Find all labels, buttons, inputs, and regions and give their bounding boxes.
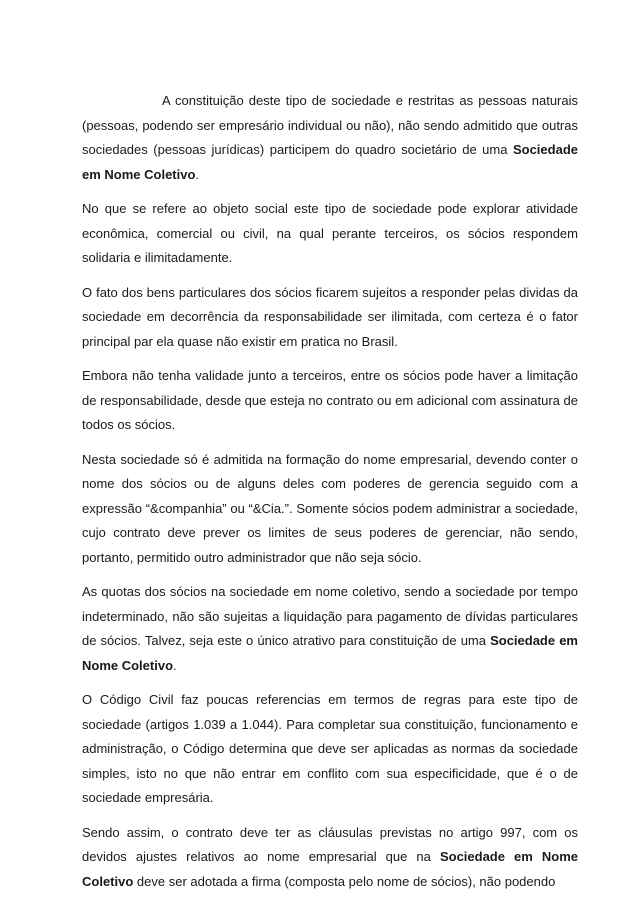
bold-term: Sociedade em Nome Coletivo (82, 633, 578, 673)
document-body (82, 89, 578, 904)
paragraph (82, 688, 578, 811)
paragraph (82, 89, 578, 187)
paragraph-text: No que se refere ao objeto social este tipo de sociedade pode explorar atividade econômica, comercial ou civil, na qual perante terceiros, os sócios respondem solidaria e ilimitadamente. (82, 201, 578, 265)
bold-term: Sociedade em Nome Coletivo (82, 142, 578, 182)
paragraph-text: As quotas dos sócios na sociedade em nome coletivo, sendo a sociedade por tempo indeterminado, não são sujeitas a liquidação para pagamento de dívidas particulares de sócios. Talvez, seja este o único atrativo para constituição de uma (82, 584, 578, 648)
paragraph-text: A constituição deste tipo de sociedade e restritas as pessoas naturais (pessoas, podendo ser empresário individual ou não), não sendo admitido que outras sociedades (pessoas jurídicas) participem do quadro societário de uma (82, 93, 578, 157)
paragraph-text: Sendo assim, o contrato deve ter as cláusulas previstas no artigo 997, com os devidos ajustes relativos ao nome empresarial que na (82, 824, 578, 864)
paragraph-text: O fato dos bens particulares dos sócios ficarem sujeitos a responder pelas dividas da sociedade em decorrência da responsabilidade ser ilimitada, com certeza é o fator principal par ela quase não existir em pratica no Brasil. (82, 284, 578, 349)
paragraph-text: . (173, 657, 177, 673)
paragraph (82, 197, 578, 271)
paragraph (82, 821, 578, 895)
paragraph-text: . (195, 166, 200, 182)
paragraph-text: Nesta sociedade só é admitida na formação do nome empresarial, devendo conter o nome dos sócios ou de alguns deles com poderes de gerencia seguido com a expressão “&companhia” ou “&Cia.”. Somente sócios podem administrar a sociedade, cujo contrato deve prever os limites de seus poderes de gerenciar, não sendo, portanto, permitido outro administrador que não seja sócio. (82, 451, 578, 565)
paragraph (82, 281, 578, 355)
paragraph (82, 364, 578, 438)
paragraph-text: deve ser adotada a firma (composta pelo nome de sócios), não podendo (133, 873, 556, 889)
paragraph (82, 448, 578, 571)
bold-term: Sociedade em Nome Coletivo (82, 849, 579, 889)
paragraph-text: O Código Civil faz poucas referencias em termos de regras para este tipo de sociedade (artigos 1.039 a 1.044). Para completar sua constituição, funcionamento e administração, o Código determina que deve ser aplicadas as normas da sociedade simples, isto no que não entrar em conflito com sua especificidade, que é o de sociedade empresária. (82, 692, 578, 805)
paragraph-text: Embora não tenha validade junto a terceiros, entre os sócios pode haver a limitação de responsabilidade, desde que esteja no contrato ou em adicional com assinatura de todos os sócios. (82, 368, 578, 432)
paragraph (82, 580, 578, 678)
